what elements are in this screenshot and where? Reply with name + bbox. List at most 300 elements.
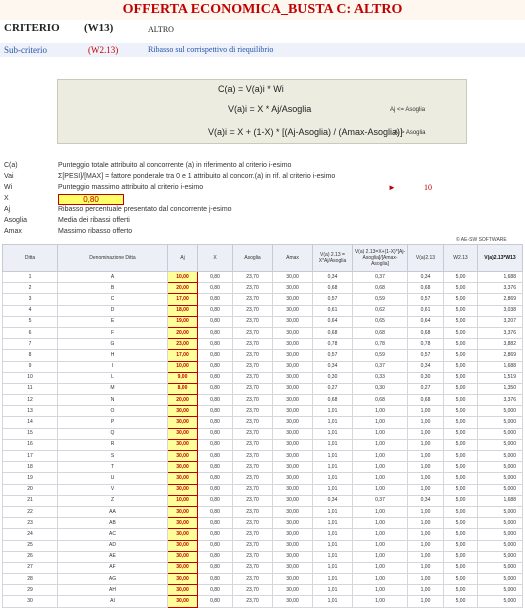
cell-va: 0,34 (408, 272, 444, 283)
cell-va-formula2: 0,78 (353, 339, 408, 350)
cell-w: 5,00 (444, 383, 478, 394)
header-x: X (198, 245, 233, 272)
cell-w: 5,00 (444, 283, 478, 294)
cell-amax: 30,00 (273, 495, 313, 506)
cell-w: 5,00 (444, 451, 478, 462)
cell-aj[interactable]: 10,00 (168, 361, 198, 372)
cell-ditta: 4 (3, 305, 58, 316)
cell-denominazione: AI (58, 596, 168, 607)
copyright-text: © AE-SW SOFTWARE (456, 237, 507, 243)
cell-va-formula2: 1,00 (353, 439, 408, 450)
cell-aj[interactable]: 30,00 (168, 529, 198, 540)
definition-symbol: Wi (4, 184, 13, 191)
header-denominazione: Denominazione Ditta (58, 245, 168, 272)
cell-aj[interactable]: 30,00 (168, 551, 198, 562)
cell-amax: 30,00 (273, 585, 313, 596)
table-row (3, 518, 523, 529)
cell-x: 0,80 (198, 339, 233, 350)
table-row (3, 585, 523, 596)
cell-ditta: 8 (3, 350, 58, 361)
cell-asoglia: 23,70 (233, 540, 273, 551)
cell-va-formula2: 0,59 (353, 294, 408, 305)
cell-ditta: 24 (3, 529, 58, 540)
cell-denominazione: V (58, 484, 168, 495)
table-row (3, 272, 523, 283)
cell-va: 0,78 (408, 339, 444, 350)
cell-asoglia: 23,70 (233, 383, 273, 394)
cell-ditta: 5 (3, 316, 58, 327)
cell-w: 5,00 (444, 506, 478, 517)
cell-ditta: 14 (3, 417, 58, 428)
cell-va: 1,00 (408, 451, 444, 462)
cell-score: 5,000 (478, 574, 523, 585)
cell-x: 0,80 (198, 406, 233, 417)
cell-amax: 30,00 (273, 596, 313, 607)
table-row (3, 417, 523, 428)
cell-ditta: 2 (3, 283, 58, 294)
cell-x: 0,80 (198, 451, 233, 462)
cell-va: 1,00 (408, 473, 444, 484)
cell-va: 0,64 (408, 316, 444, 327)
cell-score: 1,519 (478, 372, 523, 383)
subcriterio-row (0, 43, 525, 57)
table-row (3, 406, 523, 417)
cell-va: 1,00 (408, 484, 444, 495)
definition-symbol: Vai (4, 173, 14, 180)
cell-va-formula2: 1,00 (353, 562, 408, 573)
cell-aj[interactable]: 9,00 (168, 372, 198, 383)
cell-w: 5,00 (444, 339, 478, 350)
cell-va: 1,00 (408, 506, 444, 517)
cell-va: 1,00 (408, 529, 444, 540)
cell-aj[interactable]: 19,00 (168, 316, 198, 327)
cell-va-formula1: 1,01 (313, 462, 353, 473)
cell-w: 5,00 (444, 495, 478, 506)
cell-asoglia: 23,70 (233, 585, 273, 596)
table-row (3, 484, 523, 495)
cell-score: 1,688 (478, 361, 523, 372)
cell-asoglia: 23,70 (233, 551, 273, 562)
cell-asoglia: 23,70 (233, 327, 273, 338)
cell-aj[interactable]: 30,00 (168, 417, 198, 428)
cell-amax: 30,00 (273, 305, 313, 316)
cell-x: 0,80 (198, 395, 233, 406)
formula-2-condition: Aj > Asoglia (394, 130, 426, 136)
table-row (3, 383, 523, 394)
cell-x: 0,80 (198, 506, 233, 517)
cell-amax: 30,00 (273, 372, 313, 383)
cell-score: 1,350 (478, 383, 523, 394)
cell-va-formula1: 0,57 (313, 294, 353, 305)
cell-w: 5,00 (444, 395, 478, 406)
cell-va-formula2: 0,30 (353, 383, 408, 394)
cell-va: 0,27 (408, 383, 444, 394)
cell-denominazione: S (58, 451, 168, 462)
table-row (3, 439, 523, 450)
cell-va: 1,00 (408, 585, 444, 596)
cell-ditta: 25 (3, 540, 58, 551)
table-row (3, 294, 523, 305)
header-ditta: Ditta (3, 245, 58, 272)
table-row (3, 506, 523, 517)
cell-aj[interactable]: 30,00 (168, 473, 198, 484)
criterio-label: CRITERIO (4, 22, 60, 34)
formula-1: V(a)i = X * Aj/Asoglia (228, 104, 312, 114)
cell-va-formula2: 1,00 (353, 462, 408, 473)
cell-x: 0,80 (198, 529, 233, 540)
cell-va-formula1: 1,01 (313, 518, 353, 529)
cell-va-formula2: 0,65 (353, 316, 408, 327)
cell-score: 5,000 (478, 529, 523, 540)
cell-va-formula2: 0,68 (353, 395, 408, 406)
cell-asoglia: 23,70 (233, 473, 273, 484)
cell-asoglia: 23,70 (233, 439, 273, 450)
cell-va: 1,00 (408, 428, 444, 439)
table-row (3, 495, 523, 506)
cell-asoglia: 23,70 (233, 529, 273, 540)
table-row (3, 428, 523, 439)
cell-amax: 30,00 (273, 350, 313, 361)
cell-asoglia: 23,70 (233, 518, 273, 529)
cell-aj[interactable]: 17,00 (168, 350, 198, 361)
cell-ditta: 18 (3, 462, 58, 473)
definition-text: Punteggio massimo attribuito al criterio i-esimo (58, 184, 204, 191)
cell-w: 5,00 (444, 596, 478, 607)
cell-aj[interactable]: 30,00 (168, 451, 198, 462)
cell-score: 5,000 (478, 406, 523, 417)
table-row (3, 305, 523, 316)
cell-ditta: 28 (3, 574, 58, 585)
cell-va-formula2: 1,00 (353, 451, 408, 462)
table-row (3, 350, 523, 361)
header-va: V(a)2.13 (408, 245, 444, 272)
cell-ditta: 27 (3, 562, 58, 573)
cell-va-formula2: 1,00 (353, 596, 408, 607)
cell-w: 5,00 (444, 316, 478, 327)
cell-x: 0,80 (198, 294, 233, 305)
cell-amax: 30,00 (273, 551, 313, 562)
cell-aj[interactable]: 30,00 (168, 462, 198, 473)
cell-denominazione: AE (58, 551, 168, 562)
cell-score: 3,038 (478, 305, 523, 316)
cell-aj[interactable]: 30,00 (168, 406, 198, 417)
cell-va-formula1: 1,01 (313, 551, 353, 562)
table-header-row (3, 245, 523, 272)
cell-asoglia: 23,70 (233, 417, 273, 428)
cell-w: 5,00 (444, 529, 478, 540)
definition-text: Ribasso percentuale presentato dal concorrente j-esimo (58, 206, 232, 213)
header-va-formula1: V(a) 2.13 = X*Aj/Asoglia (313, 245, 353, 272)
cell-aj[interactable]: 30,00 (168, 585, 198, 596)
cell-aj[interactable]: 18,00 (168, 305, 198, 316)
cell-ditta: 9 (3, 361, 58, 372)
cell-amax: 30,00 (273, 462, 313, 473)
cell-w: 5,00 (444, 473, 478, 484)
cell-aj[interactable]: 8,00 (168, 383, 198, 394)
header-score: V(a)2.13*W13 (478, 245, 523, 272)
cell-asoglia: 23,70 (233, 316, 273, 327)
cell-score: 3,376 (478, 327, 523, 338)
cell-denominazione: H (58, 350, 168, 361)
cell-va-formula1: 1,01 (313, 484, 353, 495)
cell-asoglia: 23,70 (233, 395, 273, 406)
cell-x: 0,80 (198, 417, 233, 428)
sheet-title: OFFERTA ECONOMICA_BUSTA C: ALTRO (0, 0, 525, 20)
header-aj: Aj (168, 245, 198, 272)
cell-va-formula1: 1,01 (313, 540, 353, 551)
cell-aj[interactable]: 30,00 (168, 484, 198, 495)
cell-x: 0,80 (198, 562, 233, 573)
cell-w: 5,00 (444, 406, 478, 417)
cell-va-formula1: 1,01 (313, 428, 353, 439)
cell-va: 1,00 (408, 562, 444, 573)
cell-aj[interactable]: 20,00 (168, 395, 198, 406)
cell-va-formula2: 1,00 (353, 540, 408, 551)
definition-symbol: C(a) (4, 162, 18, 169)
cell-score: 5,000 (478, 562, 523, 573)
cell-va-formula1: 1,01 (313, 562, 353, 573)
cell-w: 5,00 (444, 372, 478, 383)
cell-aj[interactable]: 30,00 (168, 540, 198, 551)
cell-x: 0,80 (198, 372, 233, 383)
header-asoglia: Asoglia (233, 245, 273, 272)
cell-asoglia: 23,70 (233, 506, 273, 517)
definition-symbol: X (4, 195, 9, 202)
cell-amax: 30,00 (273, 428, 313, 439)
table-row (3, 339, 523, 350)
x-input[interactable]: 0,80 (58, 194, 124, 205)
cell-va-formula2: 1,00 (353, 484, 408, 495)
cell-va: 1,00 (408, 596, 444, 607)
cell-asoglia: 23,70 (233, 596, 273, 607)
cell-w: 5,00 (444, 439, 478, 450)
cell-w: 5,00 (444, 361, 478, 372)
table-row (3, 395, 523, 406)
cell-ditta: 3 (3, 294, 58, 305)
cell-va: 0,57 (408, 350, 444, 361)
cell-score: 5,000 (478, 585, 523, 596)
cell-x: 0,80 (198, 473, 233, 484)
cell-x: 0,80 (198, 518, 233, 529)
cell-aj[interactable]: 20,00 (168, 327, 198, 338)
cell-va-formula2: 0,68 (353, 283, 408, 294)
cell-denominazione: E (58, 316, 168, 327)
cell-w: 5,00 (444, 574, 478, 585)
cell-denominazione: AB (58, 518, 168, 529)
cell-denominazione: N (58, 395, 168, 406)
cell-score: 5,000 (478, 506, 523, 517)
definition-symbol: Amax (4, 228, 22, 235)
cell-score: 3,207 (478, 316, 523, 327)
formula-main: C(a) = V(a)i * Wi (218, 84, 284, 94)
cell-aj[interactable]: 30,00 (168, 574, 198, 585)
cell-w: 5,00 (444, 417, 478, 428)
cell-va: 1,00 (408, 462, 444, 473)
table-row (3, 361, 523, 372)
cell-w: 5,00 (444, 518, 478, 529)
cell-ditta: 15 (3, 428, 58, 439)
cell-denominazione: P (58, 417, 168, 428)
cell-w: 5,00 (444, 484, 478, 495)
cell-amax: 30,00 (273, 406, 313, 417)
cell-score: 5,000 (478, 417, 523, 428)
cell-aj[interactable]: 10,00 (168, 272, 198, 283)
cell-va-formula2: 1,00 (353, 551, 408, 562)
cell-va-formula1: 0,57 (313, 350, 353, 361)
table-body (3, 272, 523, 608)
definition-symbol: Asoglia (4, 217, 27, 224)
cell-x: 0,80 (198, 361, 233, 372)
cell-ditta: 19 (3, 473, 58, 484)
cell-va: 0,68 (408, 283, 444, 294)
cell-aj[interactable]: 10,00 (168, 495, 198, 506)
cell-denominazione: AC (58, 529, 168, 540)
cell-va-formula1: 0,30 (313, 372, 353, 383)
cell-va-formula2: 0,33 (353, 372, 408, 383)
cell-va-formula1: 0,78 (313, 339, 353, 350)
results-table (2, 244, 523, 608)
cell-ditta: 30 (3, 596, 58, 607)
table-row (3, 327, 523, 338)
cell-va: 0,57 (408, 294, 444, 305)
cell-va-formula1: 0,68 (313, 395, 353, 406)
cell-score: 5,000 (478, 596, 523, 607)
cell-aj[interactable]: 30,00 (168, 562, 198, 573)
cell-va-formula1: 1,01 (313, 574, 353, 585)
cell-va-formula2: 0,59 (353, 350, 408, 361)
cell-amax: 30,00 (273, 451, 313, 462)
cell-score: 2,869 (478, 294, 523, 305)
cell-va-formula1: 1,01 (313, 417, 353, 428)
cell-amax: 30,00 (273, 439, 313, 450)
cell-va: 1,00 (408, 518, 444, 529)
cell-score: 3,882 (478, 339, 523, 350)
cell-w: 5,00 (444, 462, 478, 473)
cell-score: 5,000 (478, 540, 523, 551)
cell-w: 5,00 (444, 350, 478, 361)
cell-va: 0,61 (408, 305, 444, 316)
definition-symbol: Aj (4, 206, 11, 213)
cell-asoglia: 23,70 (233, 305, 273, 316)
cell-score: 5,000 (478, 473, 523, 484)
cell-x: 0,80 (198, 383, 233, 394)
cell-amax: 30,00 (273, 383, 313, 394)
definition-text: Σ[PESI]/[MAX] = fattore ponderale tra 0 e 1 attribuito al concorr.(a) in rif. al criterio i-esimo (58, 173, 336, 180)
header-va-formula2: V(a) 2.13=X+(1-X)*[Aj-Asoglia]/[Amax-Asoglia] (353, 245, 408, 272)
cell-va: 1,00 (408, 439, 444, 450)
cell-denominazione: Z (58, 495, 168, 506)
cell-score: 3,376 (478, 395, 523, 406)
cell-va-formula1: 0,64 (313, 316, 353, 327)
cell-x: 0,80 (198, 428, 233, 439)
table-row (3, 462, 523, 473)
cell-x: 0,80 (198, 316, 233, 327)
cell-score: 5,000 (478, 439, 523, 450)
cell-amax: 30,00 (273, 327, 313, 338)
cell-va-formula2: 1,00 (353, 406, 408, 417)
subcriterio-code: (W2.13) (88, 45, 119, 55)
cell-aj[interactable]: 20,00 (168, 283, 198, 294)
cell-ditta: 23 (3, 518, 58, 529)
cell-aj[interactable]: 17,00 (168, 294, 198, 305)
cell-asoglia: 23,70 (233, 562, 273, 573)
cell-va-formula2: 1,00 (353, 473, 408, 484)
cell-aj[interactable]: 30,00 (168, 518, 198, 529)
cell-amax: 30,00 (273, 518, 313, 529)
cell-va-formula1: 1,01 (313, 529, 353, 540)
arrow-right-icon: ► (388, 183, 396, 192)
cell-va: 0,34 (408, 361, 444, 372)
cell-amax: 30,00 (273, 361, 313, 372)
formula-box (57, 79, 467, 144)
cell-va-formula1: 0,61 (313, 305, 353, 316)
cell-w: 5,00 (444, 272, 478, 283)
cell-denominazione: F (58, 327, 168, 338)
cell-amax: 30,00 (273, 529, 313, 540)
cell-amax: 30,00 (273, 574, 313, 585)
cell-denominazione: G (58, 339, 168, 350)
cell-asoglia: 23,70 (233, 428, 273, 439)
cell-ditta: 29 (3, 585, 58, 596)
cell-va-formula1: 1,01 (313, 439, 353, 450)
cell-x: 0,80 (198, 350, 233, 361)
cell-denominazione: AD (58, 540, 168, 551)
cell-w: 5,00 (444, 294, 478, 305)
definition-text: Media dei ribassi offerti (58, 217, 130, 224)
cell-denominazione: B (58, 283, 168, 294)
subcriterio-value[interactable]: Ribasso sul corrispettivo di riequilibrio (148, 45, 274, 54)
cell-score: 5,000 (478, 462, 523, 473)
cell-va-formula1: 1,01 (313, 596, 353, 607)
table-row (3, 473, 523, 484)
cell-va-formula2: 1,00 (353, 529, 408, 540)
cell-aj[interactable]: 23,00 (168, 339, 198, 350)
table-row (3, 562, 523, 573)
criterio-value[interactable]: ALTRO (148, 25, 174, 34)
cell-ditta: 13 (3, 406, 58, 417)
cell-score: 1,688 (478, 272, 523, 283)
formula-1-condition: Aj <= Asoglia (390, 107, 426, 113)
cell-ditta: 10 (3, 372, 58, 383)
header-amax: Amax (273, 245, 313, 272)
cell-score: 3,376 (478, 283, 523, 294)
cell-amax: 30,00 (273, 272, 313, 283)
cell-amax: 30,00 (273, 540, 313, 551)
cell-aj[interactable]: 30,00 (168, 506, 198, 517)
cell-asoglia: 23,70 (233, 451, 273, 462)
cell-va-formula1: 0,27 (313, 383, 353, 394)
cell-aj[interactable]: 30,00 (168, 596, 198, 607)
cell-asoglia: 23,70 (233, 462, 273, 473)
cell-x: 0,80 (198, 495, 233, 506)
cell-va: 0,68 (408, 327, 444, 338)
cell-x: 0,80 (198, 283, 233, 294)
cell-ditta: 26 (3, 551, 58, 562)
cell-ditta: 16 (3, 439, 58, 450)
cell-va: 0,34 (408, 495, 444, 506)
wi-value[interactable]: 10 (424, 183, 432, 192)
cell-va-formula2: 0,68 (353, 327, 408, 338)
cell-aj[interactable]: 30,00 (168, 428, 198, 439)
cell-aj[interactable]: 30,00 (168, 439, 198, 450)
table-row (3, 283, 523, 294)
cell-va-formula1: 1,01 (313, 451, 353, 462)
cell-asoglia: 23,70 (233, 484, 273, 495)
cell-ditta: 11 (3, 383, 58, 394)
cell-va-formula1: 1,01 (313, 406, 353, 417)
cell-denominazione: C (58, 294, 168, 305)
cell-w: 5,00 (444, 327, 478, 338)
